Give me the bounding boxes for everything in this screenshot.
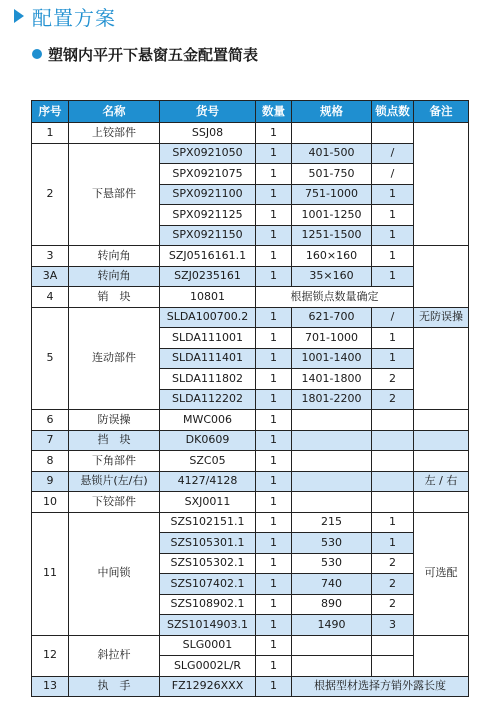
table-row bbox=[32, 635, 469, 656]
cell-locks bbox=[372, 123, 414, 144]
cell-no: 11 bbox=[32, 512, 69, 635]
cell-code: SPX0921150 bbox=[160, 225, 256, 246]
cell-no: 3A bbox=[32, 266, 69, 287]
cell-locks: / bbox=[372, 143, 414, 164]
page-title: 配置方案 bbox=[32, 5, 116, 30]
cell-code: SXJ0011 bbox=[160, 492, 256, 513]
cell-qty: 1 bbox=[256, 492, 292, 513]
cell-note bbox=[414, 410, 469, 431]
cell-spec: 35×160 bbox=[292, 266, 372, 287]
cell-no: 12 bbox=[32, 635, 69, 676]
cell-code: SLDA111001 bbox=[160, 328, 256, 349]
cell-locks: / bbox=[372, 307, 414, 328]
cell-spec: 1001-1400 bbox=[292, 348, 372, 369]
cell-spec: 751-1000 bbox=[292, 184, 372, 205]
section-title: 塑钢内平开下悬窗五金配置简表 bbox=[48, 45, 259, 64]
cell-locks: 1 bbox=[372, 205, 414, 226]
cell-name: 防误操 bbox=[69, 410, 160, 431]
cell-spec bbox=[292, 471, 372, 492]
table-row bbox=[32, 676, 469, 697]
cell-code: SZJ0516161.1 bbox=[160, 246, 256, 267]
cell-note bbox=[414, 123, 469, 246]
cell-code: SZS102151.1 bbox=[160, 512, 256, 533]
cell-name: 悬锁片(左/右) bbox=[69, 471, 160, 492]
col-header-qty: 数量 bbox=[256, 101, 292, 123]
cell-name: 转向角 bbox=[69, 266, 160, 287]
cell-qty: 1 bbox=[256, 451, 292, 472]
cell-locks: 1 bbox=[372, 533, 414, 554]
cell-locks bbox=[372, 451, 414, 472]
cell-locks: 2 bbox=[372, 594, 414, 615]
cell-no: 8 bbox=[32, 451, 69, 472]
table-row bbox=[32, 471, 469, 492]
cell-code: DK0609 bbox=[160, 430, 256, 451]
cell-qty: 1 bbox=[256, 225, 292, 246]
cell-spec: 501-750 bbox=[292, 164, 372, 185]
cell-no: 1 bbox=[32, 123, 69, 144]
cell-name: 连动部件 bbox=[69, 307, 160, 410]
cell-code: SZC05 bbox=[160, 451, 256, 472]
cell-no: 13 bbox=[32, 676, 69, 697]
cell-spec bbox=[292, 123, 372, 144]
cell-spec: 1251-1500 bbox=[292, 225, 372, 246]
cell-qty: 1 bbox=[256, 328, 292, 349]
cell-spec: 401-500 bbox=[292, 143, 372, 164]
cell-spec bbox=[292, 656, 372, 677]
cell-spec bbox=[292, 430, 372, 451]
cell-code: SLG0001 bbox=[160, 635, 256, 656]
cell-code: MWC006 bbox=[160, 410, 256, 431]
cell-no: 9 bbox=[32, 471, 69, 492]
cell-qty: 1 bbox=[256, 143, 292, 164]
hardware-config-table bbox=[31, 100, 469, 697]
cell-no: 2 bbox=[32, 143, 69, 246]
col-header-no: 序号 bbox=[32, 101, 69, 123]
section-header bbox=[32, 44, 258, 64]
cell-locks: 2 bbox=[372, 389, 414, 410]
cell-name: 斜拉杆 bbox=[69, 635, 160, 676]
cell-name: 中间锁 bbox=[69, 512, 160, 635]
cell-qty: 1 bbox=[256, 676, 292, 697]
col-header-spec: 规格 bbox=[292, 101, 372, 123]
page-header bbox=[14, 4, 116, 28]
cell-locks bbox=[372, 635, 414, 656]
cell-name: 下铰部件 bbox=[69, 492, 160, 513]
cell-spec: 740 bbox=[292, 574, 372, 595]
cell-code: SPX0921050 bbox=[160, 143, 256, 164]
cell-qty: 1 bbox=[256, 266, 292, 287]
cell-locks: 1 bbox=[372, 328, 414, 349]
cell-locks bbox=[372, 430, 414, 451]
cell-code: SZJ0235161 bbox=[160, 266, 256, 287]
cell-code: SPX0921075 bbox=[160, 164, 256, 185]
cell-qty: 1 bbox=[256, 348, 292, 369]
cell-qty: 1 bbox=[256, 410, 292, 431]
cell-qty: 1 bbox=[256, 635, 292, 656]
cell-qty: 1 bbox=[256, 615, 292, 636]
cell-note: 无防误操 bbox=[414, 307, 469, 328]
cell-qty: 1 bbox=[256, 512, 292, 533]
cell-qty: 1 bbox=[256, 471, 292, 492]
cell-spec: 160×160 bbox=[292, 246, 372, 267]
cell-qty: 1 bbox=[256, 205, 292, 226]
cell-qty: 1 bbox=[256, 553, 292, 574]
table-row bbox=[32, 123, 469, 144]
cell-note bbox=[414, 635, 469, 676]
table-row bbox=[32, 512, 469, 533]
cell-code: SLDA111802 bbox=[160, 369, 256, 390]
cell-locks: 1 bbox=[372, 225, 414, 246]
cell-name: 转向角 bbox=[69, 246, 160, 267]
cell-spec: 621-700 bbox=[292, 307, 372, 328]
cell-no: 7 bbox=[32, 430, 69, 451]
cell-qty: 1 bbox=[256, 184, 292, 205]
table-row bbox=[32, 246, 469, 267]
table-row bbox=[32, 143, 469, 164]
cell-qty: 1 bbox=[256, 123, 292, 144]
col-header-note: 备注 bbox=[414, 101, 469, 123]
cell-code: SZS1014903.1 bbox=[160, 615, 256, 636]
cell-no: 4 bbox=[32, 287, 69, 308]
table-row bbox=[32, 492, 469, 513]
cell-locks: 1 bbox=[372, 348, 414, 369]
cell-code: SLDA112202 bbox=[160, 389, 256, 410]
cell-spec: 1490 bbox=[292, 615, 372, 636]
cell-spec bbox=[292, 451, 372, 472]
cell-spec-merged: 根据型材选择方销外露长度 bbox=[292, 676, 469, 697]
cell-qty: 1 bbox=[256, 369, 292, 390]
cell-spec: 1401-1800 bbox=[292, 369, 372, 390]
cell-note bbox=[414, 451, 469, 472]
col-header-name: 名称 bbox=[69, 101, 160, 123]
cell-note bbox=[414, 492, 469, 513]
cell-spec: 890 bbox=[292, 594, 372, 615]
cell-spec bbox=[292, 635, 372, 656]
cell-qty: 1 bbox=[256, 533, 292, 554]
table-row bbox=[32, 266, 469, 287]
cell-spec: 701-1000 bbox=[292, 328, 372, 349]
cell-code: SZS105301.1 bbox=[160, 533, 256, 554]
col-header-code: 货号 bbox=[160, 101, 256, 123]
cell-no: 10 bbox=[32, 492, 69, 513]
cell-spec: 530 bbox=[292, 533, 372, 554]
cell-no: 5 bbox=[32, 307, 69, 410]
cell-qty: 1 bbox=[256, 389, 292, 410]
cell-locks: 2 bbox=[372, 553, 414, 574]
cell-code: SPX0921125 bbox=[160, 205, 256, 226]
cell-qty: 1 bbox=[256, 594, 292, 615]
table-row bbox=[32, 410, 469, 431]
col-header-locks: 锁点数 bbox=[372, 101, 414, 123]
cell-locks: / bbox=[372, 164, 414, 185]
cell-code: SZS105302.1 bbox=[160, 553, 256, 574]
table-row bbox=[32, 451, 469, 472]
cell-qty: 1 bbox=[256, 656, 292, 677]
cell-code: SLDA100700.2 bbox=[160, 307, 256, 328]
cell-code: 10801 bbox=[160, 287, 256, 308]
cell-no: 3 bbox=[32, 246, 69, 267]
cell-qty-merged: 根据锁点数量确定 bbox=[256, 287, 414, 308]
cell-name: 挡 块 bbox=[69, 430, 160, 451]
cell-qty: 1 bbox=[256, 246, 292, 267]
cell-spec bbox=[292, 492, 372, 513]
table-row bbox=[32, 287, 469, 308]
cell-qty: 1 bbox=[256, 430, 292, 451]
cell-locks bbox=[372, 492, 414, 513]
cell-locks bbox=[372, 656, 414, 677]
cell-locks bbox=[372, 410, 414, 431]
cell-name: 下角部件 bbox=[69, 451, 160, 472]
table-header-row bbox=[32, 101, 469, 123]
cell-name: 销 块 bbox=[69, 287, 160, 308]
cell-locks: 2 bbox=[372, 369, 414, 390]
cell-note bbox=[414, 328, 469, 410]
cell-locks: 1 bbox=[372, 266, 414, 287]
cell-locks: 2 bbox=[372, 574, 414, 595]
cell-spec: 530 bbox=[292, 553, 372, 574]
cell-spec bbox=[292, 410, 372, 431]
dot-bullet-icon bbox=[32, 49, 42, 59]
cell-note: 左 / 右 bbox=[414, 471, 469, 492]
cell-spec: 215 bbox=[292, 512, 372, 533]
cell-note bbox=[414, 246, 469, 308]
cell-name: 执 手 bbox=[69, 676, 160, 697]
cell-no: 6 bbox=[32, 410, 69, 431]
cell-code: SSJ08 bbox=[160, 123, 256, 144]
cell-code: SZS108902.1 bbox=[160, 594, 256, 615]
cell-code: SLG0002L/R bbox=[160, 656, 256, 677]
cell-qty: 1 bbox=[256, 307, 292, 328]
cell-locks: 1 bbox=[372, 512, 414, 533]
cell-code: SLDA111401 bbox=[160, 348, 256, 369]
cell-note bbox=[414, 430, 469, 451]
cell-locks bbox=[372, 471, 414, 492]
cell-note: 可选配 bbox=[414, 512, 469, 635]
cell-code: SPX0921100 bbox=[160, 184, 256, 205]
cell-spec: 1801-2200 bbox=[292, 389, 372, 410]
cell-qty: 1 bbox=[256, 164, 292, 185]
cell-spec: 1001-1250 bbox=[292, 205, 372, 226]
cell-name: 下悬部件 bbox=[69, 143, 160, 246]
cell-code: SZS107402.1 bbox=[160, 574, 256, 595]
table-row bbox=[32, 430, 469, 451]
cell-qty: 1 bbox=[256, 574, 292, 595]
table-row bbox=[32, 307, 469, 328]
cell-code: FZ12926XXX bbox=[160, 676, 256, 697]
cell-name: 上铰部件 bbox=[69, 123, 160, 144]
cell-code: 4127/4128 bbox=[160, 471, 256, 492]
cell-locks: 3 bbox=[372, 615, 414, 636]
cell-locks: 1 bbox=[372, 184, 414, 205]
cell-locks: 1 bbox=[372, 246, 414, 267]
triangle-bullet-icon bbox=[14, 9, 24, 23]
